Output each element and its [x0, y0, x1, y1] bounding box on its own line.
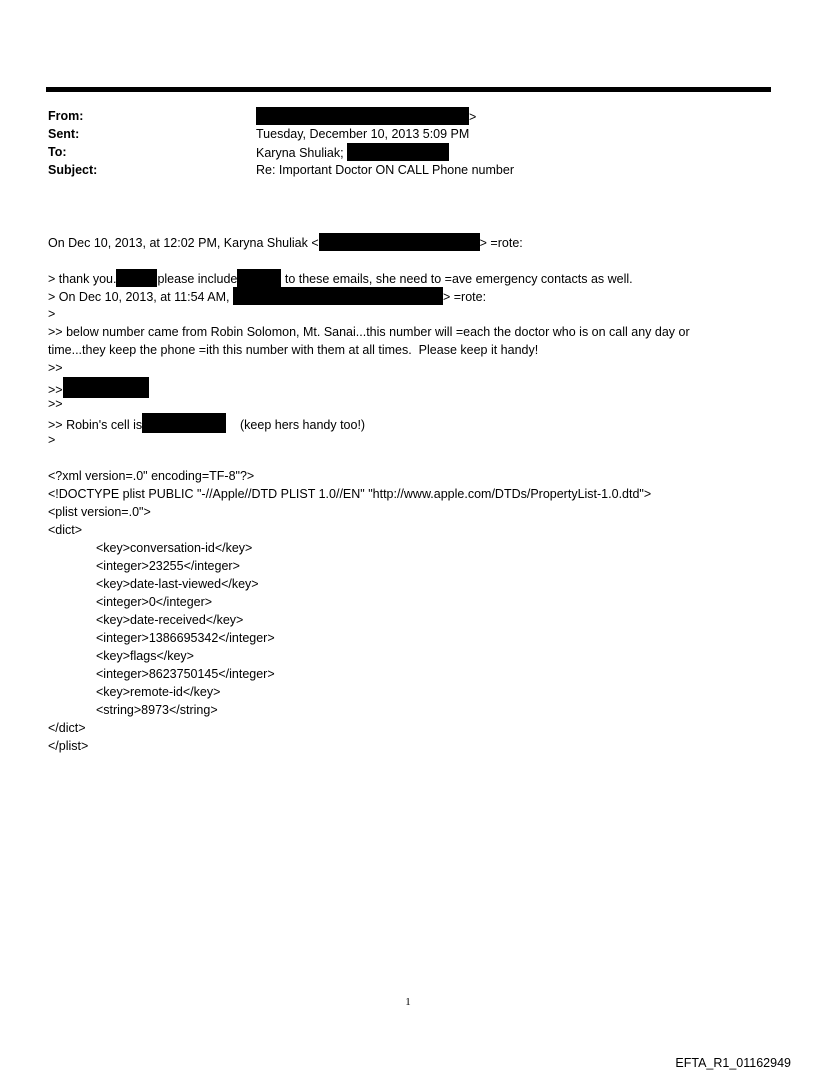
plist-line: <key>flags</key> [96, 649, 194, 663]
body-line [48, 269, 633, 288]
redaction-box [63, 377, 149, 398]
plist-line: </plist> [48, 739, 89, 753]
body-line [48, 413, 365, 434]
plist-line: <!DOCTYPE plist PUBLIC "-//Apple//DTD PLIST 1.0//EN" "http://www.apple.com/DTDs/PropertyList-1.0.dtd"> [48, 487, 652, 501]
sent-value: Tuesday, December 10, 2013 5:09 PM [256, 127, 470, 141]
body-line: >> [48, 361, 63, 375]
plist-line: <key>remote-id</key> [96, 685, 221, 699]
text-span: >> [48, 383, 63, 397]
plist-line: <plist version=.0"> [48, 505, 151, 519]
subject-value: Re: Important Doctor ON CALL Phone number [256, 163, 514, 177]
from-value [256, 107, 476, 126]
text-span: > On Dec 10, 2013, at 11:54 AM, [48, 290, 230, 304]
redaction-box [319, 233, 480, 251]
text-span: please include [157, 272, 238, 286]
plist-line: </dict> [48, 721, 86, 735]
text-span: to these emails, she need to =ave emergency contacts as well. [284, 272, 633, 286]
from-suffix: > [469, 110, 477, 124]
plist-line: <key>date-received</key> [96, 613, 244, 627]
plist-line: <string>8973</string> [96, 703, 218, 717]
to-value [256, 143, 449, 162]
redaction-box [237, 269, 281, 287]
redaction-box [233, 287, 443, 305]
to-recipient: Karyna Shuliak; [256, 146, 344, 160]
plist-line: <?xml version=.0" encoding=TF-8"?> [48, 469, 255, 483]
body-line: >> below number came from Robin Solomon, Mt. Sanai...this number will =each the doctor who is on call any day or [48, 325, 690, 339]
plist-line: <integer>0</integer> [96, 595, 213, 609]
redaction-box [116, 269, 157, 287]
plist-line: <integer>23255</integer> [96, 559, 240, 573]
body-line [48, 377, 149, 399]
from-label: From: [48, 109, 84, 123]
plist-line: <key>conversation-id</key> [96, 541, 253, 555]
text-span: > =rote: [442, 290, 487, 304]
quote-intro [48, 233, 523, 252]
plist-line: <key>date-last-viewed</key> [96, 577, 259, 591]
text-span: >> Robin's cell is [48, 418, 143, 432]
intro-text-end: > =rote: [479, 236, 523, 250]
text-span: > thank you. [48, 272, 117, 286]
page-number: 1 [405, 996, 411, 1008]
header-rule [46, 87, 771, 92]
plist-line: <dict> [48, 523, 83, 537]
plist-line: <integer>1386695342</integer> [96, 631, 275, 645]
subject-label: Subject: [48, 163, 98, 177]
text-span: (keep hers handy too!) [240, 418, 366, 432]
plist-line: <integer>8623750145</integer> [96, 667, 275, 681]
redaction-box [347, 143, 449, 161]
body-line: time...they keep the phone =ith this number with them at all times. Please keep it handy! [48, 343, 539, 357]
body-line: > [48, 433, 56, 447]
body-line: >> [48, 397, 63, 411]
sent-label: Sent: [48, 127, 80, 141]
intro-text: On Dec 10, 2013, at 12:02 PM, Karyna Shuliak < [48, 236, 319, 250]
redaction-box [256, 107, 469, 125]
body-line [48, 287, 486, 306]
body-line: > [48, 307, 56, 321]
redaction-box [142, 413, 226, 433]
bates-number: EFTA_R1_01162949 [675, 1056, 791, 1070]
to-label: To: [48, 145, 67, 159]
